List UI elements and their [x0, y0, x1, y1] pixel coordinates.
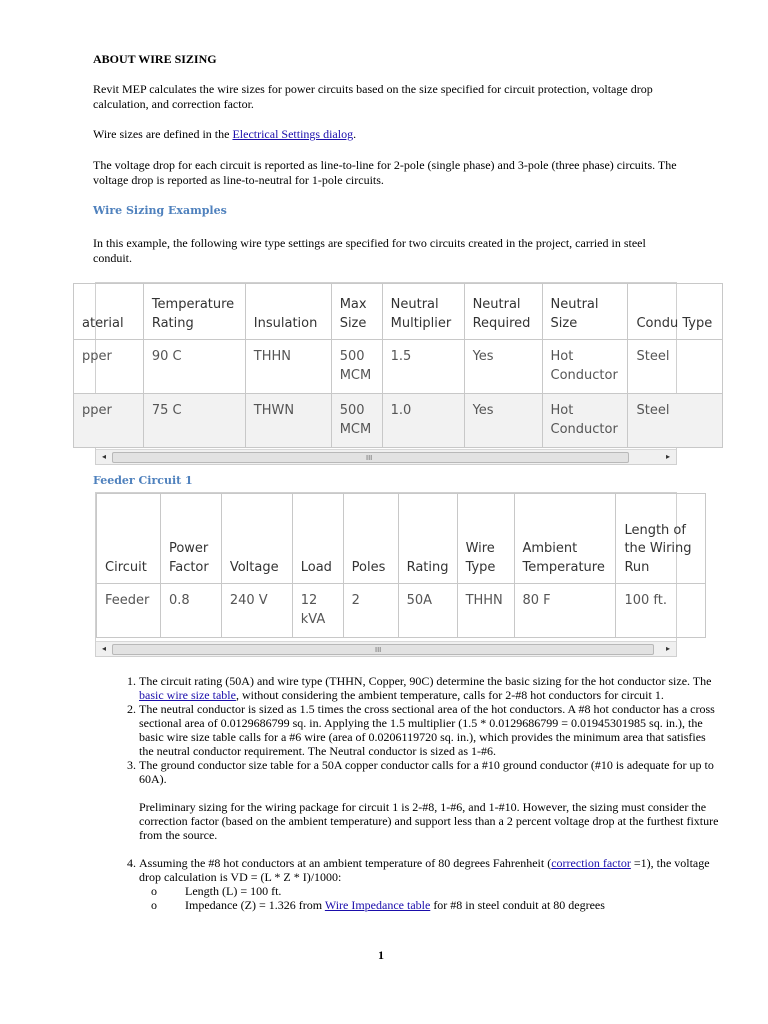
- list-item: [139, 674, 719, 702]
- wire-table-header-row: [74, 284, 723, 340]
- table-cell: THHN: [245, 340, 331, 394]
- impedance-text-b: for #8 in steel conduit at 80 degrees: [430, 898, 605, 912]
- wire-impedance-table-link[interactable]: Wire Impedance table: [324, 898, 431, 912]
- length-text: Length (L) = 100 ft.: [185, 884, 282, 898]
- wire-type-table: [73, 283, 723, 448]
- impedance-text-a: Impedance (Z) = 1.326 from: [185, 898, 325, 912]
- table-cell: pper: [74, 394, 144, 448]
- electrical-settings-link[interactable]: Electrical Settings dialog: [232, 127, 354, 141]
- page-number: 1: [378, 948, 384, 962]
- table-row: [74, 394, 723, 448]
- table-cell: 50A: [398, 584, 457, 638]
- table-cell: 1.5: [382, 340, 464, 394]
- page-heading: ABOUT WIRE SIZING: [93, 52, 217, 66]
- list-item: [139, 856, 719, 912]
- step3-note: Preliminary sizing for the wiring package for circuit 1 is 2-#8, 1-#6, and 1-#10. However, the sizing must consider the correction factor (based on the ambient temperature) and support less than a 2 percent voltage drop at the furthest fixture from the source.: [139, 800, 719, 842]
- table-cell: Steel: [628, 394, 723, 448]
- table-cell: 75 C: [143, 394, 245, 448]
- correction-factor-link[interactable]: correction factor: [551, 856, 631, 870]
- step1-text-a: The circuit rating (50A) and wire type (THHN, Copper, 90C) determine the basic sizing for the hot conductor size. The: [139, 674, 712, 688]
- list-item: [139, 702, 719, 758]
- step4-text-b: =1), the voltage drop calculation is VD = (L * Z * I)/1000:: [139, 856, 710, 884]
- col-header-max-size: Max Size: [331, 284, 382, 340]
- table-cell: Yes: [464, 394, 542, 448]
- scroll-left-arrow-icon[interactable]: ◂: [101, 452, 106, 461]
- wire-type-table-panel: [82, 282, 713, 465]
- scroll-left-arrow-icon[interactable]: ◂: [101, 644, 106, 653]
- col-header-conduit-type: Condu Type: [628, 284, 723, 340]
- step2-text: The neutral conductor is sized as 1.5 times the cross sectional area of the hot conductors. A #8 hot conductor has a cross sectional area of 0.0129686799 sq. in. Applying the 1.5 multiplier (1.5 * 0.0129686799 = 0.01945301985 sq. in.), the basic wire size table calls for a #6 wire (area of 0.0206119720 sq. in.), which provides the minimum area that satisfies the neutral conductor requirement. The Neutral conductor is sized as 1-#6.: [139, 702, 715, 758]
- bullet-icon: o: [151, 884, 157, 898]
- col-header-poles: Poles: [343, 494, 398, 584]
- col-header-neutral-multiplier: Neutral Multiplier: [382, 284, 464, 340]
- list-item: [139, 758, 719, 842]
- step3-text: The ground conductor size table for a 50A copper conductor calls for a #10 ground conductor (#10 is adequate for up to 60A).: [139, 758, 714, 786]
- feeder-table-header-row: [97, 494, 706, 584]
- table-cell: Steel: [628, 340, 723, 394]
- col-header-neutral-required: Neutral Required: [464, 284, 542, 340]
- step4-text-a: Assuming the #8 hot conductors at an ambient temperature of 80 degrees Fahrenheit (: [139, 856, 552, 870]
- table-cell: 80 F: [514, 584, 616, 638]
- section-feeder-circuit-1: Feeder Circuit 1: [93, 474, 193, 487]
- col-header-temperature-rating: Temperature Rating: [143, 284, 245, 340]
- section-wire-sizing-examples: Wire Sizing Examples: [93, 204, 227, 217]
- wire-sizes-suffix: .: [353, 127, 357, 141]
- list-item: [151, 884, 719, 898]
- table-cell: 500 MCM: [331, 394, 382, 448]
- table-cell: 90 C: [143, 340, 245, 394]
- wire-sizes-prefix: Wire sizes are defined in the: [93, 127, 233, 141]
- feeder-circuit-table: [96, 493, 706, 638]
- wire-sizes-paragraph: [93, 127, 678, 142]
- feeder-circuit-table-panel: [95, 492, 692, 657]
- table-cell: 240 V: [221, 584, 292, 638]
- table-row: [74, 340, 723, 394]
- step1-text-b: , without considering the ambient temperature, calls for 2-#8 hot conductors for circuit 1.: [235, 688, 664, 702]
- example-intro-paragraph: In this example, the following wire type settings are specified for two circuits created in the project, carried in steel conduit.: [93, 236, 646, 265]
- table-cell: 0.8: [160, 584, 221, 638]
- table-cell: 500 MCM: [331, 340, 382, 394]
- scrollbar-thumb[interactable]: [112, 644, 654, 655]
- col-header-load: Load: [292, 494, 343, 584]
- table-cell: THWN: [245, 394, 331, 448]
- col-header-neutral-size: Neutral Size: [542, 284, 628, 340]
- table-row: [97, 584, 706, 638]
- sizing-steps-list: [93, 674, 719, 912]
- scrollbar-grip-icon: III: [366, 454, 373, 462]
- col-header-insulation: Insulation: [245, 284, 331, 340]
- table-cell: 1.0: [382, 394, 464, 448]
- col-header-length-of-wiring-run: Length of the Wiring Run: [616, 494, 706, 584]
- step4-sublist: [139, 884, 719, 912]
- scroll-right-arrow-icon[interactable]: ▸: [665, 452, 670, 461]
- feeder-table-horizontal-scrollbar[interactable]: [96, 641, 676, 656]
- wire-table-horizontal-scrollbar[interactable]: [96, 449, 676, 464]
- col-header-wire-type: Wire Type: [457, 494, 514, 584]
- table-cell: Feeder: [97, 584, 161, 638]
- intro-paragraph: Revit MEP calculates the wire sizes for power circuits based on the size specified for circuit protection, voltage drop calculation, and correction factor.: [93, 82, 653, 111]
- bullet-icon: o: [151, 898, 157, 912]
- table-cell: THHN: [457, 584, 514, 638]
- table-cell: Hot Conductor: [542, 394, 628, 448]
- scroll-right-arrow-icon[interactable]: ▸: [665, 644, 670, 653]
- scrollbar-grip-icon: III: [375, 646, 382, 654]
- table-cell: pper: [74, 340, 144, 394]
- col-header-power-factor: Power Factor: [160, 494, 221, 584]
- col-header-ambient-temperature: Ambient Temperature: [514, 494, 616, 584]
- list-item: [151, 898, 719, 912]
- col-header-circuit: Circuit: [97, 494, 161, 584]
- voltage-drop-paragraph: The voltage drop for each circuit is reported as line-to-line for 2-pole (single phase) and 3-pole (three phase) circuits. The voltage drop is reported as line-to-neutral for 1-pole circuits.: [93, 158, 677, 187]
- table-cell: 100 ft.: [616, 584, 706, 638]
- col-header-rating: Rating: [398, 494, 457, 584]
- table-cell: 2: [343, 584, 398, 638]
- table-cell: 12 kVA: [292, 584, 343, 638]
- col-header-material: aterial: [74, 284, 144, 340]
- scrollbar-thumb[interactable]: [112, 452, 629, 463]
- table-cell: Hot Conductor: [542, 340, 628, 394]
- col-header-voltage: Voltage: [221, 494, 292, 584]
- basic-wire-size-table-link[interactable]: basic wire size table: [139, 688, 236, 702]
- table-cell: Yes: [464, 340, 542, 394]
